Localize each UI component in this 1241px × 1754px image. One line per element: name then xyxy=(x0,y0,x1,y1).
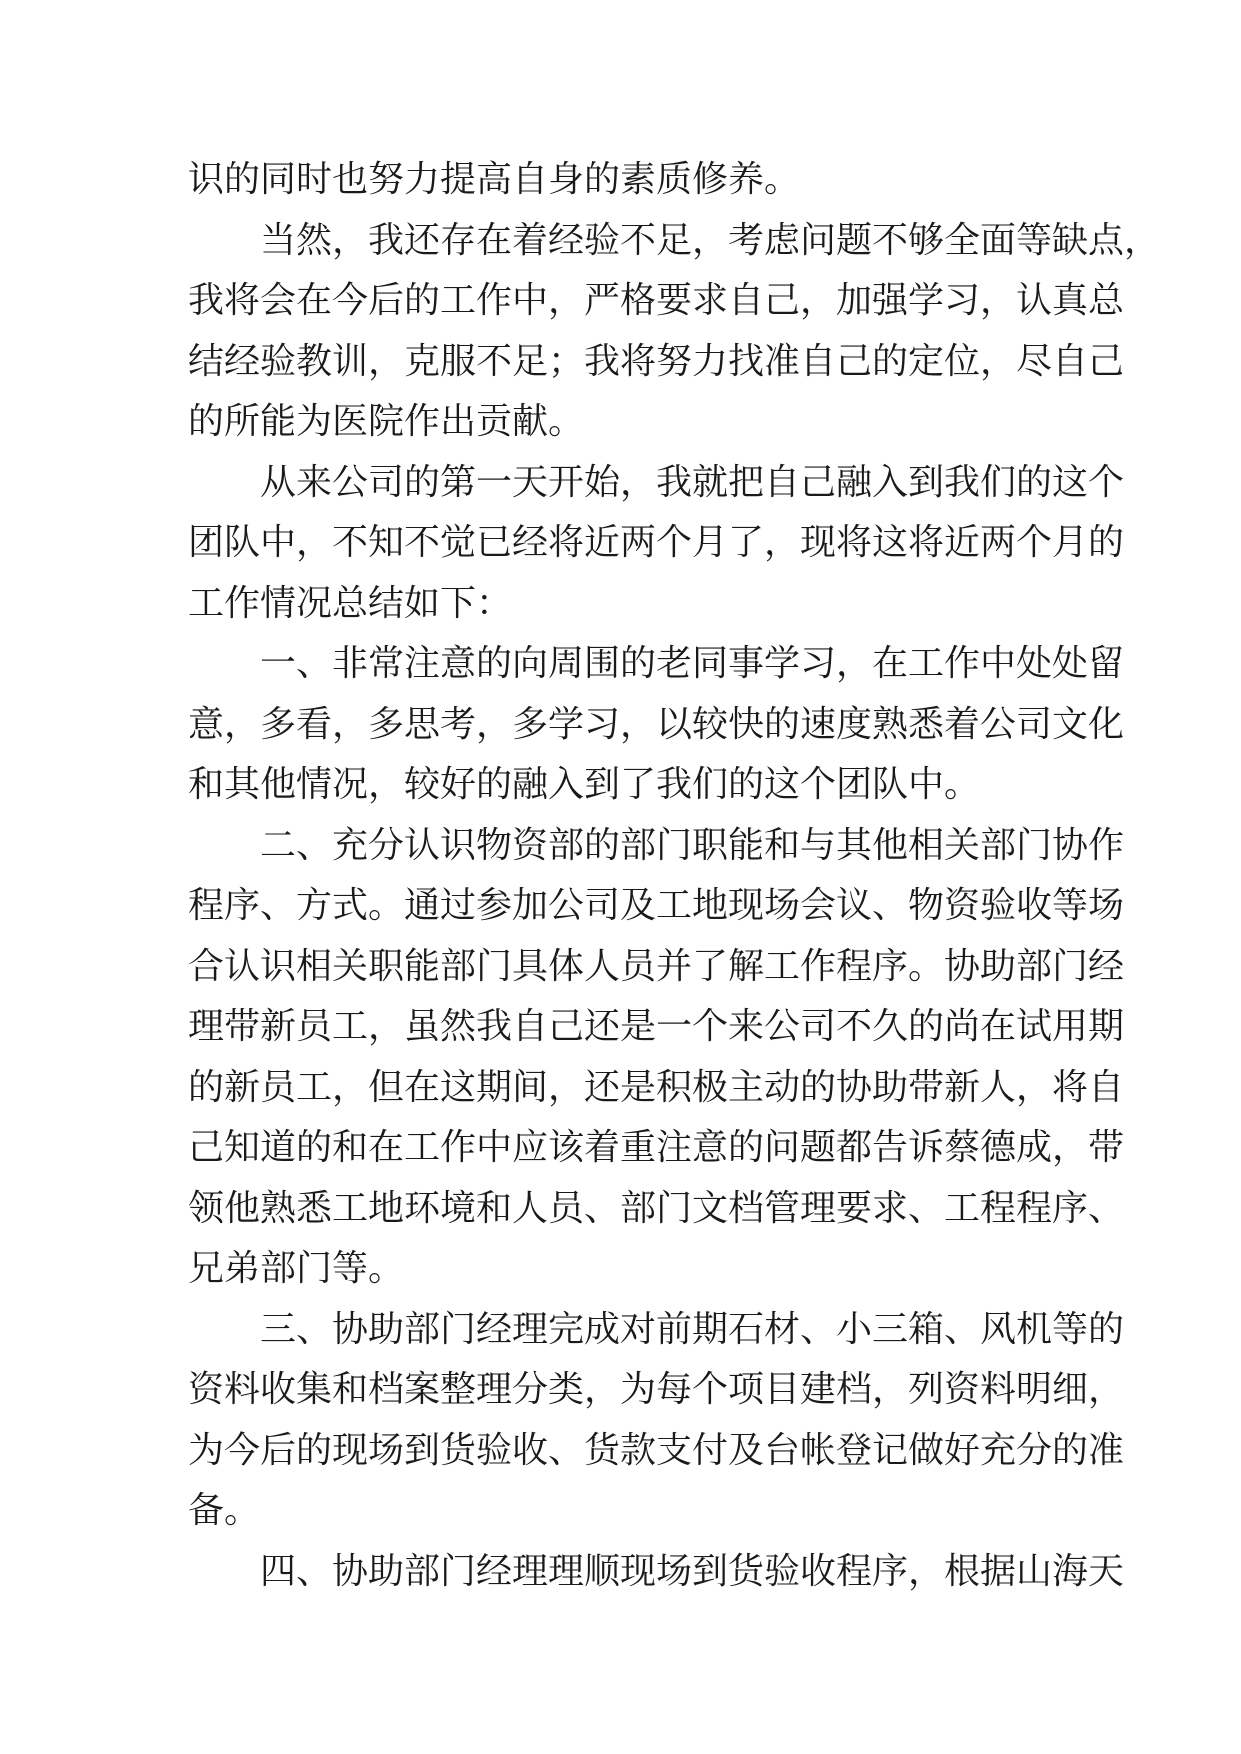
text-line: 当然，我还存在着经验不足，考虑问题不够全面等缺点， xyxy=(260,219,1161,261)
text-line: 从来公司的第一天开始，我就把自己融入到我们的这个 xyxy=(260,461,1125,503)
text-line: 和其他情况，较好的融入到了我们的这个团队中。 xyxy=(188,764,981,805)
text-line: 为今后的现场到货验收、货款支付及台帐登记做好充分的准 xyxy=(188,1429,1125,1471)
text-line: 理带新员工，虽然我自己还是一个来公司不久的尚在试用期 xyxy=(188,1006,1125,1047)
text-line: 合认识相关职能部门具体人员并了解工作程序。协助部门经 xyxy=(188,945,1125,987)
text-line: 的所能为医院作出贡献。 xyxy=(188,401,585,442)
text-line: 一、非常注意的向周围的老同事学习，在工作中处处留 xyxy=(260,643,1125,684)
text-line: 的新员工，但在这期间，还是积极主动的协助带新人，将自 xyxy=(188,1066,1125,1108)
text-line: 资料收集和档案整理分类，为每个项目建档，列资料明细， xyxy=(188,1369,1125,1410)
text-line: 我将会在今后的工作中，严格要求自己，加强学习，认真总 xyxy=(188,280,1125,321)
text-line: 团队中，不知不觉已经将近两个月了，现将这将近两个月的 xyxy=(188,522,1125,563)
text-line: 识的同时也努力提高自身的素质修养。 xyxy=(188,159,801,200)
text-line: 二、充分认识物资部的部门职能和与其他相关部门协作 xyxy=(260,824,1125,866)
text-line: 备。 xyxy=(188,1490,261,1531)
text-line: 三、协助部门经理完成对前期石材、小三箱、风机等的 xyxy=(260,1308,1125,1350)
text-line: 己知道的和在工作中应该着重注意的问题都告诉蔡德成，带 xyxy=(188,1127,1125,1168)
text-line: 兄弟部门等。 xyxy=(188,1248,405,1289)
text-line: 四、协助部门经理理顺现场到货验收程序，根据山海天 xyxy=(260,1550,1125,1592)
text-line: 意，多看，多思考，多学习，以较快的速度熟悉着公司文化 xyxy=(188,703,1125,745)
text-line: 领他熟悉工地环境和人员、部门文档管理要求、工程程序、 xyxy=(188,1187,1125,1229)
text-line: 工作情况总结如下： xyxy=(188,582,513,624)
text-line: 程序、方式。通过参加公司及工地现场会议、物资验收等场 xyxy=(188,885,1125,926)
text-line: 结经验教训，克服不足；我将努力找准自己的定位，尽自己 xyxy=(188,340,1125,382)
document-body xyxy=(188,150,1161,1602)
